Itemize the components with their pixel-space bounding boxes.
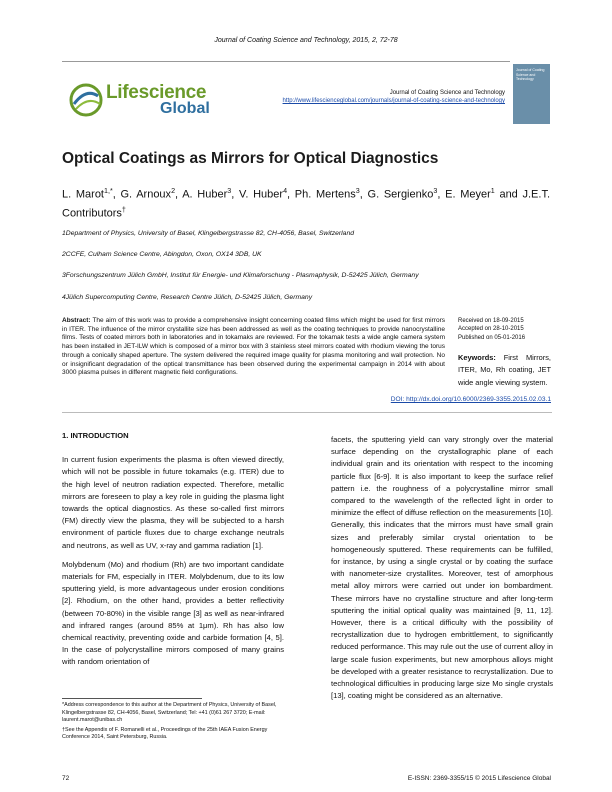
- article-dates: [458, 317, 553, 342]
- footnote-correspondence: *Address correspondence to this author at the Department of Physics, University of Basel, Klingelbergstrasse 82, CH-4056, Basel, Switzerland; Tel: +41 (0)61 267 3720; E-mail: laurent.marot@unibas.ch: [62, 702, 277, 724]
- abstract-text: The aim of this work was to provide a comprehensive insight concerning coated films which might be used for first mirrors in ITER. The influence of the mirror crystallite size has been addressed as well as the coating techniques to provide nanocrystalline films. Tests of coated mirrors both in laboratories and in tokamaks are reviewed. For the tokamak tests a wide angle camera system has been installed in JET-ILW which is composed of a mirror box with 3 stainless steel mirrors coated with rhodium viewing the torus through a conically shaped aperture. The system delivered the required image quality for plasma monitoring and wall protection. No or insignificant degradation of the optical transmittance has been observed during the experimental campaign in 2014 with about 3000 plasma pulses in different magnetic field configurations.: [62, 317, 445, 377]
- cover-title: Journal of Coating Science and Technology: [516, 68, 545, 81]
- affiliation-4: 4Jülich Supercomputing Centre, Research Centre Jülich, D-52425 Jülich, Germany: [62, 294, 313, 301]
- header-divider: [62, 61, 510, 62]
- keywords: [458, 352, 551, 389]
- journal-info: [240, 89, 505, 105]
- footnotes: [62, 702, 284, 744]
- journal-name: Journal of Coating Science and Technology: [389, 90, 505, 96]
- abstract-label: Abstract:: [62, 317, 91, 324]
- received-date: Received on 18-09-2015: [458, 318, 524, 324]
- affiliation-1: 1Department of Physics, University of Basel, Klingelbergstrasse 82, CH-4056, Basel, Switzerland: [62, 230, 355, 237]
- page-number: 72: [62, 775, 70, 782]
- issn-copyright: E-ISSN: 2369-3355/15 © 2015 Lifescience Global: [407, 775, 551, 782]
- published-date: Published on 05-01-2016: [458, 334, 526, 341]
- accepted-date: Accepted on 28-10-2015: [458, 326, 524, 333]
- section-divider: [62, 412, 552, 413]
- keywords-label: Keywords:: [458, 353, 496, 362]
- journal-cover-thumbnail: [513, 64, 550, 124]
- publisher-logo[interactable]: [68, 80, 238, 120]
- logo-text-line2: Global: [160, 100, 210, 117]
- affiliation-3: 3Forschungszentrum Jülich GmbH, Institut für Energie- und Klimaforschung - Plasmaphysik, D-52425 Jülich, Germany: [62, 272, 419, 279]
- author-list: L. Marot$^{1,*}$, G. Arnoux$^2$, A. Huber$^3$, V. Huber$^4$, Ph. Mertens$^3$, G. Sergienko$^3$, E. Meyer$^1$ and J.E.T. Contributors†: [62, 187, 551, 220]
- article-title: Optical Coatings as Mirrors for Optical Diagnostics: [62, 150, 439, 167]
- doi-link[interactable]: DOI: http://dx.doi.org/10.6000/2369-3355.2015.02.03.1: [390, 396, 551, 403]
- paragraph: In current fusion experiments the plasma is often viewed directly, which will not be possible in future tokamaks (e.g. ITER) due to the high level of neutron radiation expected. Therefore, metallic mirrors are foreseen to play a key role in guiding the plasma light towards the optical diagnostics. As these so-called first mirrors (FM) directly view the plasma, they will be subjected to a harsh environment of particle fluxes due to charge exchange neutrals and neutrons, as well as UV, x-ray and gamma radiation [1].: [62, 455, 284, 550]
- abstract: [62, 317, 445, 378]
- body-column-right: [331, 434, 553, 709]
- journal-url-link[interactable]: http://www.lifescienceglobal.com/journals/journal-of-coating-science-and-technology: [282, 98, 505, 104]
- section-heading: 1. INTRODUCTION: [62, 431, 129, 440]
- body-column-left: [62, 430, 284, 676]
- footnote-divider: [62, 698, 202, 699]
- footnote-contributors: †See the Appendix of F. Romanelli et al., Proceedings of the 25th IAEA Fusion Energy Conference 2014, Saint Petersburg, Russia.: [62, 726, 268, 741]
- logo-text-line1: Lifescience: [106, 82, 207, 103]
- paragraph: facets, the sputtering yield can vary strongly over the material surface depending on the crystallographic plane of each individual grain and its orientation with respect to the incoming particle flux [6-9]. It is also important to keep the surface relief pattern i.e. the roughness of a polycrystalline mirror small compared to the wavelength of the reflected light in order to minimize the effect of diffuse reflection on the measurements [10]. Generally, this indicates that the mirrors must have small grain sizes and preferably similar crystal orientation to be homogeneously sputtered. These requirements can be fulfilled, for instance, by using a single crystal or by coating the surface with nanometer-size crystallites. Moreover, test of amorphous metal alloy mirrors were carried out under ion bombardment. These mirrors have no crystalline structure and after long-term sputtering the initial optical quality was maintained [9, 11, 12]. However, there is a critical difficulty with the possibility of recrystallization due to hydrogen embrittlement, to significantly reduced performance. This may rule out the use of current alloy in large scale fusion experiments, but new amorphous alloys might be developed with a greater resistance to recrystallization. Due to technological difficulties in producing large size Mo single crystals [13], coating might be considered as an alternative.: [331, 435, 553, 701]
- keywords-text: First Mirrors, ITER, Mo, Rh coating, JET wide angle viewing system.: [458, 353, 551, 387]
- running-head: Journal of Coating Science and Technology, 2015, 2, 72-78: [214, 37, 398, 44]
- paragraph: Molybdenum (Mo) and rhodium (Rh) are two important candidate materials for FM, especially in ITER. Molybdenum, due to its low sputtering yield, is more advantageous under erosion conditions [2]. Rhodium, on the other hand, provides a better reflectivity (between 70-80%) in the visible range [3] as well as near-infrared and infrared ranges (around 85% at 1μm). Rh has also low chemical reactivity, preventing oxide and carbide formation [4, 5]. In the case of polycrystalline mirrors composed of many grains with random orientation of: [62, 559, 284, 667]
- affiliation-2: 2CCFE, Culham Science Centre, Abingdon, Oxon, OX14 3DB, UK: [62, 251, 262, 258]
- logo-swirl-icon: [68, 82, 104, 118]
